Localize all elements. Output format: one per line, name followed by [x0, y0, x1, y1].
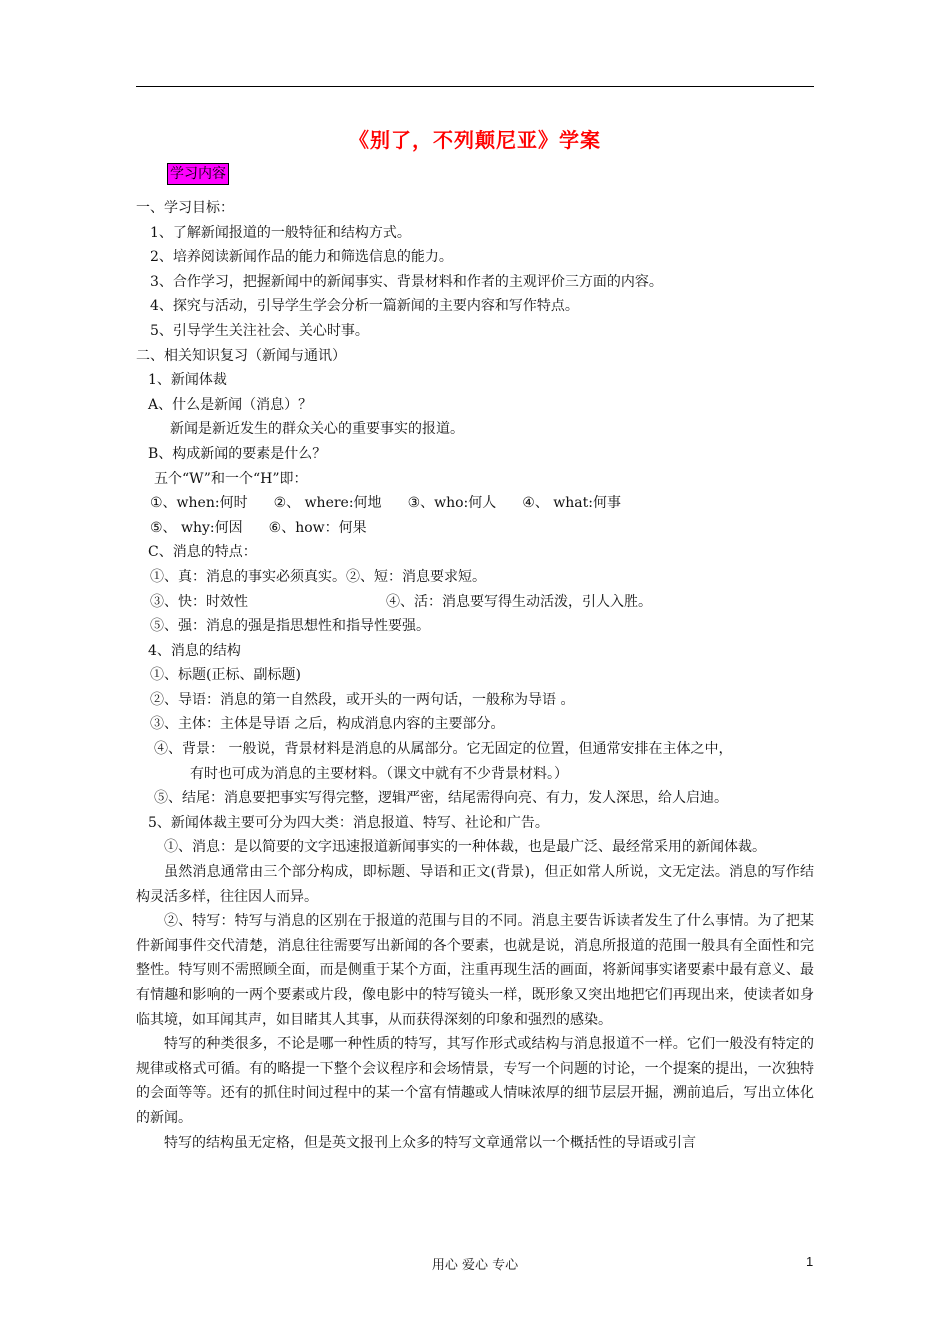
feature-item: ⑤、强：消息的强是指思想性和指导性要强。 [150, 618, 430, 635]
section-heading-review: 二、相关知识复习（新闻与通讯） [136, 347, 346, 364]
feature-item: ③、快：时效性 [150, 593, 248, 610]
w-item: ③、who:何人 [407, 495, 497, 512]
w-item: ④、 what:何事 [522, 495, 621, 512]
goal-item: 3、合作学习，把握新闻中的新闻事实、背景材料和作者的主观评价三方面的内容。 [150, 273, 663, 290]
structure-item: ④、背景： 一般说，背景材料是消息的从属部分。它无固定的位置，但通常安排在主体之中， [154, 741, 733, 758]
paragraph: ②、特写：特写与消息的区别在于报道的范围与目的不同。消息主要告诉读者发生了什么事情。为了把某件新闻事件交代清楚，消息往往需要写出新闻的各个要素，也就是说，消息所报道的范围一般具有全面性和完整性。特写则不需照顾全面，而是侧重于某个方面，注重再现生活的画面，将新闻事实诸要素中最有意义、最有情趣和影响的一两个要素或片段，像电影中的特写镜头一样，既形象又突出地把它们再现出来，使读者如身临其境，如耳闻其声，如目睹其人其事，从而获得深刻的印象和强烈的感染。 [136, 913, 814, 1028]
header-rule [136, 86, 814, 87]
footer-motto: 用心 爱心 专心 [431, 1258, 519, 1273]
w-item: ①、when:何时 [150, 495, 248, 512]
w-item: ⑥、how：何果 [268, 519, 367, 536]
structure-item: ③、主体：主体是导语 之后，构成消息内容的主要部分。 [150, 716, 505, 733]
goal-item: 1、了解新闻报道的一般特征和结构方式。 [150, 224, 411, 241]
question-a: A、什么是新闻（消息）？ [148, 396, 313, 413]
question-b: B、构成新闻的要素是什么？ [148, 445, 327, 462]
page-number: 1 [806, 1254, 814, 1269]
w-list-row-1 [136, 491, 814, 516]
feature-item: ①、真：消息的事实必须真实。②、短：消息要求短。 [150, 568, 486, 585]
section-heading-goals: 一、学习目标： [136, 200, 234, 216]
paragraph: 虽然消息通常由三个部分构成，即标题、导语和正文(背景)，但正如常人所说，文无定法。消息的写作结构灵活多样，往往因人而异。 [136, 864, 814, 905]
paragraph: ①、消息：是以简要的文字迅速报道新闻事实的一种体裁，也是最广泛、最经常采用的新闻体裁。 [164, 839, 766, 856]
subheading-structure: 4、消息的结构 [148, 642, 241, 659]
w-item: ⑤、 why:何因 [150, 519, 243, 536]
section-tag: 学习内容 [167, 163, 229, 185]
paragraph: 特写的种类很多，不论是哪一种性质的特写，其写作形式或结构与消息报道不一样。它们一般没有特定的规律或格式可循。有的略提一下整个会议程序和会场情景，专写一个问题的讨论，一个提案的提出，一次独特的会面等等。还有的抓住时间过程中的某一个富有情趣或人情味浓厚的细节层层开掘，溯前追后，写出立体化的新闻。 [136, 1036, 814, 1126]
answer-b-intro: 五个“W”和一个“H”即： [154, 470, 308, 487]
goal-item: 4、探究与活动，引导学生学会分析一篇新闻的主要内容和写作特点。 [150, 298, 579, 315]
w-list-row-2 [136, 516, 814, 541]
feature-row [136, 590, 814, 615]
goal-item: 2、培养阅读新闻作品的能力和筛选信息的能力。 [150, 249, 453, 266]
answer-a: 新闻是新近发生的群众关心的重要事实的报道。 [170, 421, 464, 438]
structure-item: ⑤、结尾：消息要把事实写得完整，逻辑严密，结尾需得向亮、有力，发人深思，给人启迪。 [154, 790, 728, 807]
page-title: 《别了，不列颠尼亚》学案 [349, 128, 601, 152]
subheading-genre: 1、新闻体裁 [148, 372, 227, 389]
structure-item-continued: 有时也可成为消息的主要材料。（课文中就有不少背景材料。） [190, 765, 568, 782]
paragraph: 特写的结构虽无定格，但是英文报刊上众多的特写文章通常以一个概括性的导语或引言 [164, 1134, 696, 1151]
subheading-categories: 5、新闻体裁主要可分为四大类：消息报道、特写、社论和广告。 [148, 814, 549, 831]
document-body [136, 196, 814, 1155]
structure-item: ②、导语：消息的第一自然段，或开头的一两句话，一般称为导语 。 [150, 691, 575, 708]
w-item: ②、 where:何地 [273, 495, 382, 512]
goal-item: 5、引导学生关注社会、关心时事。 [150, 322, 369, 339]
feature-item: ④、活：消息要写得生动活泼，引人入胜。 [386, 593, 652, 610]
question-c: C、消息的特点： [148, 544, 257, 561]
structure-item: ①、标题(正标、副标题) [150, 667, 301, 684]
